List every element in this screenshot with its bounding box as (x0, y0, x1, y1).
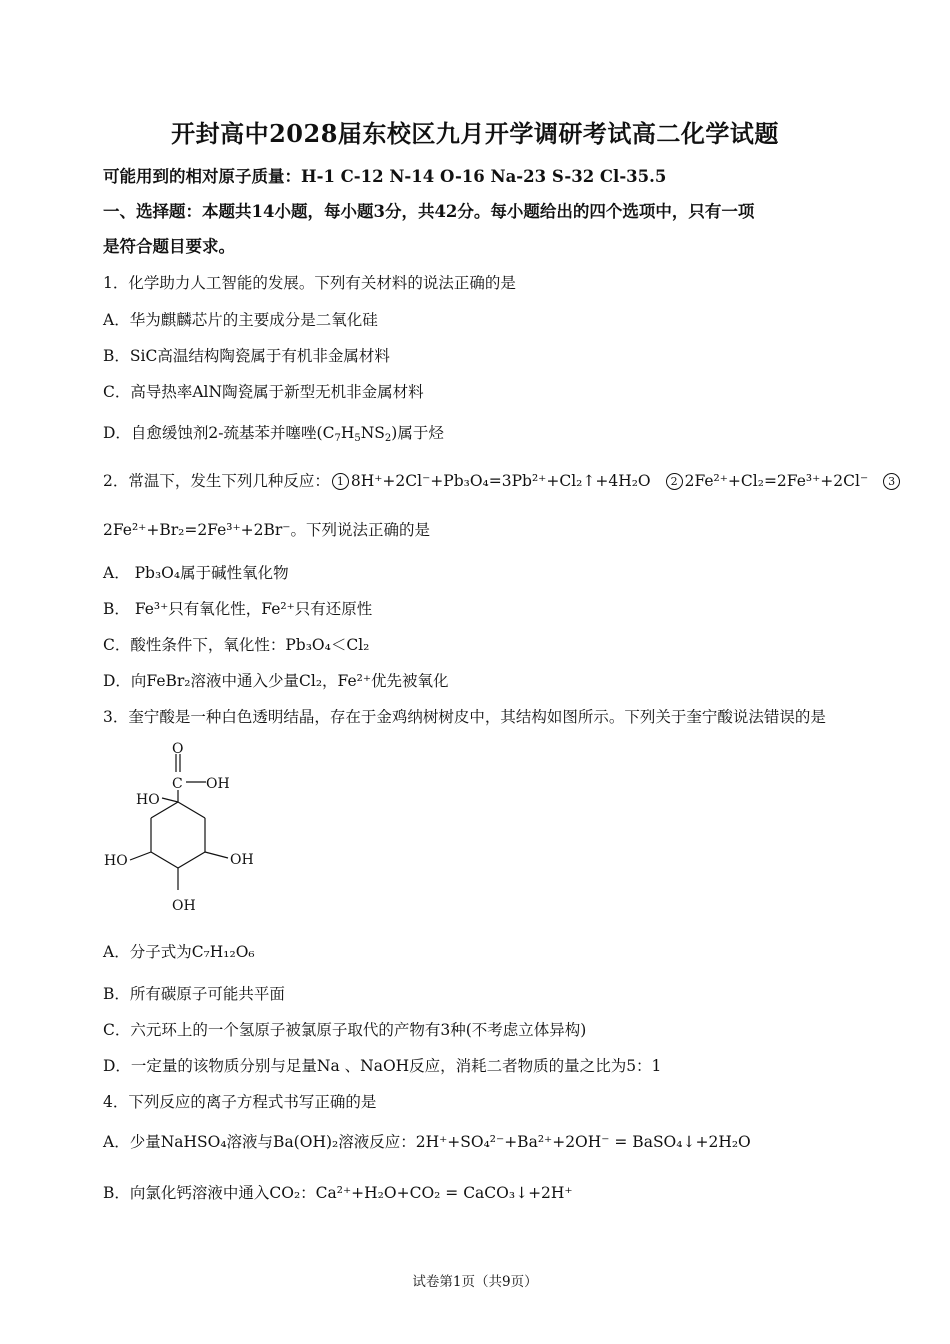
q1-d-post: )属于烃 (391, 424, 444, 442)
q4-stem: 4．下列反应的离子方程式书写正确的是 (103, 1093, 377, 1111)
q1-option-b: B．SiC高温结构陶瓷属于有机非金属材料 (103, 347, 390, 365)
q4-option-b: B．向氯化钙溶液中通入CO₂：Ca²⁺+H₂O+CO₂ = CaCO₃↓+2H⁺ (103, 1184, 573, 1202)
struct-o-top: O (172, 741, 184, 757)
q4-option-a: A．少量NaHSO₄溶液与Ba(OH)₂溶液反应：2H⁺+SO₄²⁻+Ba²⁺+2OH⁻ = BaSO₄↓+2H₂O (103, 1133, 751, 1151)
q3-option-d: D．一定量的该物质分别与足量Na 、NaOH反应，消耗二者物质的量之比为5：1 (103, 1057, 662, 1075)
q2-option-c: C．酸性条件下，氧化性：Pb₃O₄＜Cl₂ (103, 636, 370, 654)
page-footer: 试卷第1页（共9页） (412, 1274, 538, 1290)
q1-d-sub1: 7 (334, 433, 341, 444)
q2-stem-pre: 2．常温下，发生下列几种反应： (103, 472, 330, 490)
circled-number-1: 1 (332, 473, 349, 490)
q1-option-d (103, 421, 444, 444)
q2-reaction-2: 2Fe²⁺+Cl₂=2Fe³⁺+2Cl⁻ (684, 472, 869, 490)
q1-d-ns: NS (360, 424, 385, 442)
struct-ho-quaternary: HO (136, 792, 160, 808)
struct-c: C (172, 776, 183, 792)
q1-d-pre: D．自愈缓蚀剂2-巯基苯并噻唑(C (103, 424, 335, 442)
q3-option-b: B．所有碳原子可能共平面 (103, 985, 285, 1003)
quinic-acid-structure (100, 740, 280, 920)
struct-oh-acid: OH (206, 776, 230, 792)
q2-option-b: B． Fe³⁺只有氧化性，Fe²⁺只有还原性 (103, 600, 373, 618)
struct-oh-right: OH (230, 852, 254, 868)
q3-stem: 3．奎宁酸是一种白色透明结晶，存在于金鸡纳树树皮中，其结构如图所示。下列关于奎宁酸说法错误的是 (103, 708, 826, 726)
atomic-masses: 可能用到的相对原子质量：H-1 C-12 N-14 O-16 Na-23 S-32 Cl-35.5 (103, 167, 667, 186)
q2-stem-line2 (103, 518, 430, 540)
section-intro-line2: 是符合题目要求。 (103, 237, 235, 256)
q3-option-c: C．六元环上的一个氢原子被氯原子取代的产物有3种(不考虑立体异构) (103, 1021, 587, 1039)
exam-title: 开封高中2028届东校区九月开学调研考试高二化学试题 (171, 119, 779, 148)
circled-number-3: 3 (883, 473, 900, 490)
q2-reaction-3: 2Fe²⁺+Br₂=2Fe³⁺+2Br⁻ (103, 521, 291, 539)
q2-reaction-1: 8H⁺+2Cl⁻+Pb₃O₄=3Pb²⁺+Cl₂↑+4H₂O (350, 472, 651, 490)
q1-d-sub3: 2 (384, 433, 392, 444)
q2-option-a: A． Pb₃O₄属于碱性氧化物 (103, 564, 289, 582)
q1-option-c: C．高导热率AlN陶瓷属于新型无机非金属材料 (103, 383, 424, 401)
struct-ho-left: HO (104, 853, 128, 869)
q3-option-a: A．分子式为C₇H₁₂O₆ (103, 943, 255, 961)
q1-d-sub2: 5 (354, 433, 361, 444)
q2-stem-line1 (103, 469, 902, 491)
q1-stem: 1．化学助力人工智能的发展。下列有关材料的说法正确的是 (103, 274, 516, 292)
q2-stem-post: 。下列说法正确的是 (290, 521, 431, 539)
q2-option-d: D．向FeBr₂溶液中通入少量Cl₂，Fe²⁺优先被氧化 (103, 672, 449, 690)
circled-number-2: 2 (666, 473, 683, 490)
q1-option-a: A．华为麒麟芯片的主要成分是二氧化硅 (103, 311, 378, 329)
struct-oh-bottom: OH (172, 898, 196, 914)
section-intro-line1: 一、选择题：本题共14小题，每小题3分，共42分。每小题给出的四个选项中，只有一项 (103, 202, 755, 221)
q1-d-h: H (340, 424, 355, 442)
